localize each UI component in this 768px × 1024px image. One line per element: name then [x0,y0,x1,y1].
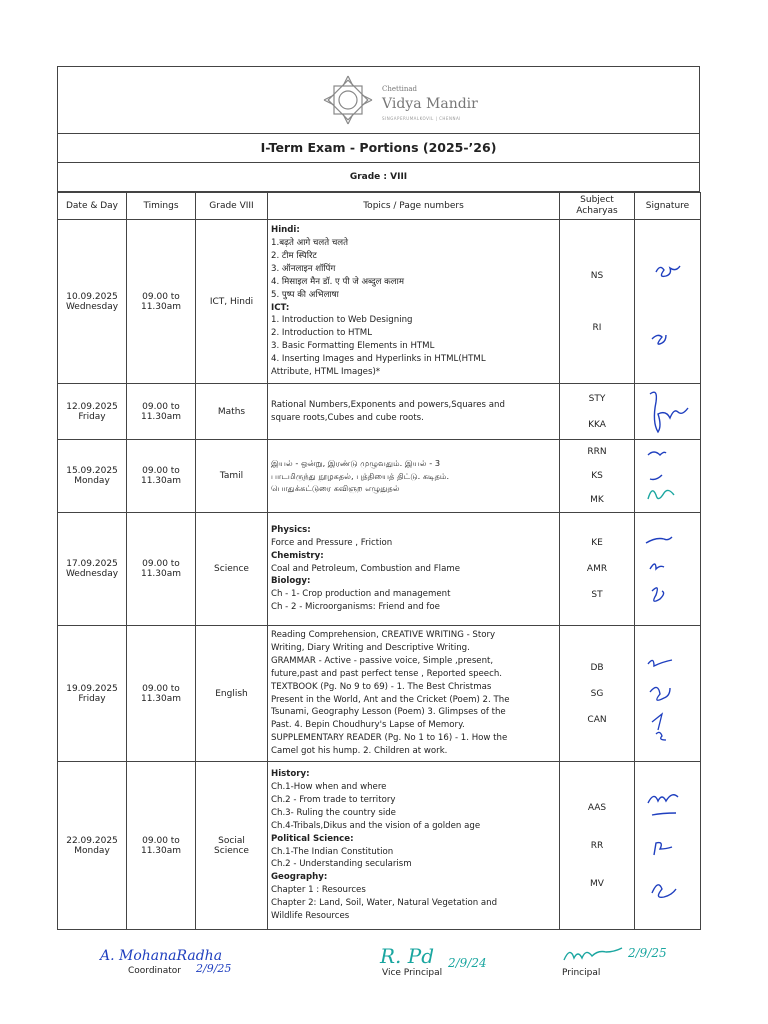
subject-cell: Maths [196,384,268,440]
date-cell: 17.09.2025 Wednesday [58,513,127,626]
logo-line2: Vidya Mandir [382,96,478,112]
topics-cell: History: Ch.1-How when and where Ch.2 - From trade to territory Ch.3- Ruling the country side Ch.4-Tribals,Dikus and the vision of a golden age Political Science: Ch.1-The Indian Constitution Ch.2 - Understanding secularism Geography: Chapter 1 : Resources Chapter 2: Land, Soil, Water, Natural Vegetation and Wildlife Resources [268,762,560,930]
subject-cell: Tamil [196,440,268,513]
acharya-cell: KE AMR ST [560,513,635,626]
topics-cell: Physics: Force and Pressure , Friction Chemistry: Coal and Petroleum, Combustion and Flame Biology: Ch - 1- Crop production and management Ch - 2 - Microorganisms: Friend and foe [268,513,560,626]
subject-cell: Social Science [196,762,268,930]
handwritten-signature-icon [638,386,698,438]
signature-cell [635,440,701,513]
page-title: I-Term Exam - Portions (2025-’26) [58,134,699,163]
handwritten-signature-icon [638,771,698,921]
time-cell: 09.00 to 11.30am [127,384,196,440]
date-cell: 10.09.2025 Wednesday [58,220,127,384]
coordinator-date: 2/9/25 [196,962,232,975]
signature-cell [635,220,701,384]
table-row [58,384,701,440]
coordinator-signature: A. MohanaRadha [100,948,223,964]
time-cell: 09.00 to 11.30am [127,440,196,513]
handwritten-signature-icon [638,519,698,619]
acharya-cell: RRN KS MK [560,440,635,513]
coordinator-label: Coordinator [128,966,182,976]
time-cell: 09.00 to 11.30am [127,762,196,930]
subject-cell: Science [196,513,268,626]
topics-cell: Reading Comprehension, CREATIVE WRITING - Story Writing, Diary Writing and Descriptive Writing. GRAMMAR - Active - passive voice, Simple ,present, future,past and past perfect tense , Reported speech. TEXTBOOK (Pg. No 9 to 69) - 1. The Best Christmas Present in the World, Ant and the Cricket (Poem) 2. The Tsunami, Geography Lesson (Poem) 3. Glimpses of the Past. 4. Bepin Choudhury's Lapse of Memory. SUPPLEMENTARY READER (Pg. No 1 to 16) - 1. How the Camel got his hump. 2. Children at work. [268,626,560,762]
col-header-timings: Timings [127,193,196,220]
col-header-grade: Grade VIII [196,193,268,220]
table-row [58,626,701,762]
topics-cell: இயல் - ஒன்று, இரண்டு முழுவதும். இயல் - 3 பாடமிருந்து நூழகதல், புத்தியைத் திட்டு. கடிதம். பொதுக்கட்டுரை கவிஞற எழுதுதல் [268,440,560,513]
signature-footer [0,940,768,1000]
signature-cell [635,513,701,626]
topics-cell: Hindi: 1.बढ़ते आगे चलते चलते 2. टीम स्पिरिट 3. ऑनलाइन शॉपिंग 4. मिसाइल मैन डॉ. ए पी जे अब्दुल कलाम 5. पुष्प की अभिलाषा ICT: 1. Introduction to Web Designing 2. Introduction to HTML 3. Basic Formatting Elements in HTML 4. Inserting Images and Hyperlinks in HTML(HTML Attribute, HTML Images)* [268,220,560,384]
date-cell: 12.09.2025 Friday [58,384,127,440]
date-cell: 22.09.2025 Monday [58,762,127,930]
signature-cell [635,762,701,930]
signature-cell [635,384,701,440]
handwritten-signature-icon [638,634,698,754]
handwritten-signature-icon [638,441,698,511]
logo-line1: Chettinad [382,85,418,93]
vice-principal-label: Vice Principal [382,968,443,978]
lotus-emblem-icon [320,72,376,128]
subject-cell: ICT, Hindi [196,220,268,384]
col-header-acharyas: Subject Acharyas [560,193,635,220]
time-cell: 09.00 to 11.30am [127,220,196,384]
grade-label: Grade : VIII [58,163,699,192]
table-row [58,220,701,384]
col-header-topics: Topics / Page numbers [268,193,560,220]
table-row [58,440,701,513]
signature-cell [635,626,701,762]
vice-principal-date: 2/9/24 [448,956,487,970]
acharya-cell: NS RI [560,220,635,384]
table-row [58,762,701,930]
logo-line3: SINGAPERUMALKOVIL | CHENNAI [382,116,461,121]
topics-cell: Rational Numbers,Exponents and powers,Squares and square roots,Cubes and cube roots. [268,384,560,440]
vice-principal-signature: R. Pd [380,944,435,968]
col-header-signature: Signature [635,193,701,220]
date-cell: 19.09.2025 Friday [58,626,127,762]
date-cell: 15.09.2025 Monday [58,440,127,513]
time-cell: 09.00 to 11.30am [127,513,196,626]
portion-table [57,192,701,930]
principal-signature-icon [560,942,630,968]
exam-portion-sheet [57,66,700,930]
acharya-cell: AAS RR MV [560,762,635,930]
acharya-cell: STY KKA [560,384,635,440]
principal-date: 2/9/25 [628,946,667,960]
handwritten-signature-icon [638,227,698,377]
col-header-date: Date & Day [58,193,127,220]
logo-row [58,67,699,134]
time-cell: 09.00 to 11.30am [127,626,196,762]
table-row [58,513,701,626]
school-logo [320,72,480,128]
acharya-cell: DB SG CAN [560,626,635,762]
principal-label: Principal [562,968,601,978]
subject-cell: English [196,626,268,762]
table-header-row [58,193,701,220]
